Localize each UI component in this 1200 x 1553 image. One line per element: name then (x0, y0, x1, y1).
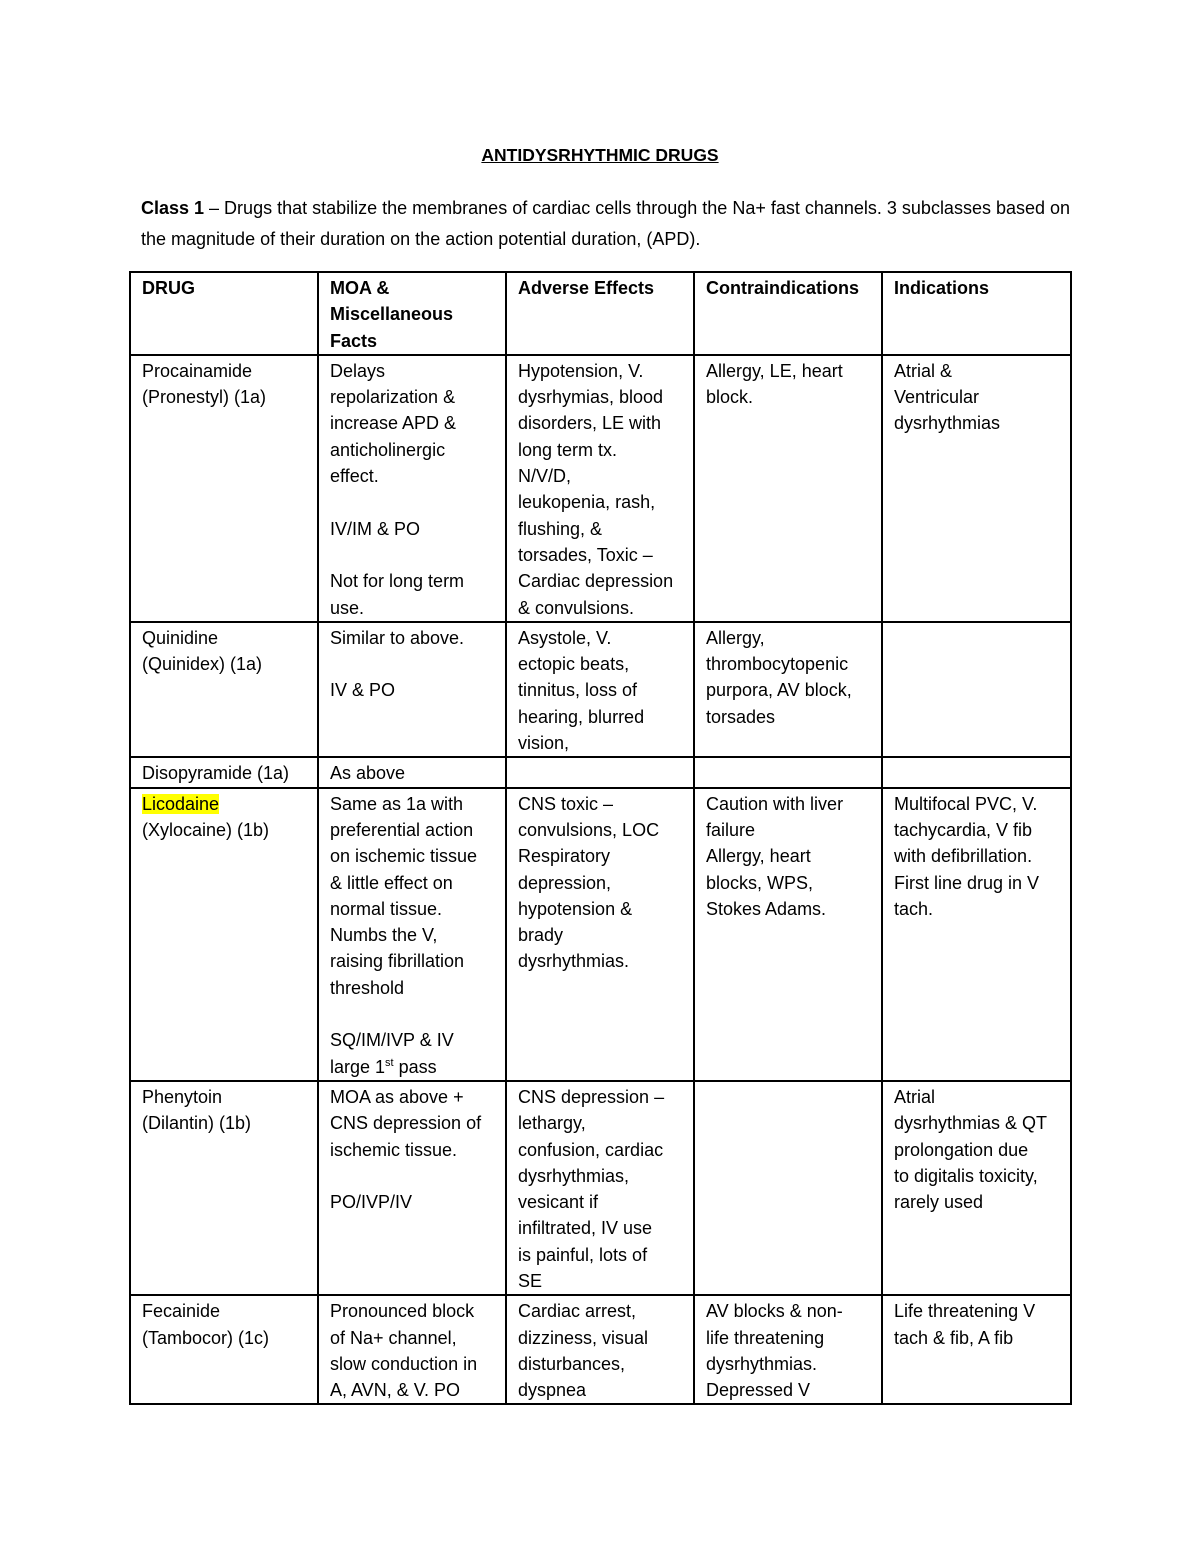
moa-cell: Same as 1a with preferential action on ischemic tissue & little effect on normal tissue. Numbs the V, raising fibrillation threshold SQ/IM/IVP & IV large 1st pass (318, 788, 506, 1081)
table-row (130, 788, 1071, 1081)
table-row (130, 757, 1071, 787)
adverse-cell: CNS depression – lethargy, confusion, cardiac dysrhythmias, vesicant if infiltrated, IV use is painful, lots of SE (506, 1081, 694, 1295)
adverse-cell: Cardiac arrest, dizziness, visual disturbances, dyspnea (506, 1295, 694, 1404)
indications-cell: Atrial dysrhythmias & QT prolongation due to digitalis toxicity, rarely used (882, 1081, 1071, 1295)
adverse-cell (506, 757, 694, 787)
header-adverse-effects: Adverse Effects (506, 272, 694, 355)
drug-cell: Fecainide (Tambocor) (1c) (130, 1295, 318, 1404)
adverse-cell: CNS toxic – convulsions, LOC Respiratory depression, hypotension & brady dysrhythmias. (506, 788, 694, 1081)
indications-cell (882, 622, 1071, 757)
moa-cell: Pronounced block of Na+ channel, slow conduction in A, AVN, & V. PO (318, 1295, 506, 1404)
moa-cell: MOA as above + CNS depression of ischemic tissue. PO/IVP/IV (318, 1081, 506, 1295)
indications-cell (882, 757, 1071, 787)
drug-cell: Procainamide (Pronestyl) (1a) (130, 355, 318, 622)
highlighted-drug-name: Licodaine (142, 793, 220, 814)
moa-cell: Similar to above. IV & PO (318, 622, 506, 757)
contra-cell: AV blocks & non- life threatening dysrhythmias. Depressed V (694, 1295, 882, 1404)
intro-text: – Drugs that stabilize the membranes of cardiac cells through the Na+ fast channels. 3 subclasses based on the magnitude of their duration on the action potential duration, (APD). (141, 198, 1071, 249)
drug-cell: Quinidine (Quinidex) (1a) (130, 622, 318, 757)
header-moa: MOA & Miscellaneous Facts (318, 272, 506, 355)
indications-cell: Atrial & Ventricular dysrhythmias (882, 355, 1071, 622)
drug-table (129, 271, 1072, 1405)
table-row (130, 622, 1071, 757)
adverse-cell: Hypotension, V. dysrhymias, blood disorders, LE with long term tx. N/V/D, leukopenia, rash, flushing, & torsades, Toxic – Cardiac depression & convulsions. (506, 355, 694, 622)
header-row (130, 272, 1071, 355)
table-row (130, 355, 1071, 622)
header-drug: DRUG (130, 272, 318, 355)
superscript: st (385, 1056, 394, 1069)
contra-cell (694, 1081, 882, 1295)
table-row (130, 1295, 1071, 1404)
adverse-cell: Asystole, V. ectopic beats, tinnitus, loss of hearing, blurred vision, (506, 622, 694, 757)
moa-cell: As above (318, 757, 506, 787)
drug-cell: Phenytoin (Dilantin) (1b) (130, 1081, 318, 1295)
header-indications: Indications (882, 272, 1071, 355)
document-title: ANTIDYSRHYTHMIC DRUGS (481, 145, 719, 165)
intro-paragraph (141, 193, 1071, 255)
indications-cell: Multifocal PVC, V. tachycardia, V fib with defibrillation. First line drug in V tach. (882, 788, 1071, 1081)
moa-cell: Delays repolarization & increase APD & anticholinergic effect. IV/IM & PO Not for long term use. (318, 355, 506, 622)
contra-cell: Allergy, LE, heart block. (694, 355, 882, 622)
drug-cell: Disopyramide (1a) (130, 757, 318, 787)
drug-cell: Licodaine (Xylocaine) (1b) (130, 788, 318, 1081)
contra-cell: Caution with liver failure Allergy, heart blocks, WPS, Stokes Adams. (694, 788, 882, 1081)
header-contraindications: Contraindications (694, 272, 882, 355)
indications-cell: Life threatening V tach & fib, A fib (882, 1295, 1071, 1404)
contra-cell: Allergy, thrombocytopenic purpora, AV block, torsades (694, 622, 882, 757)
table-row (130, 1081, 1071, 1295)
contra-cell (694, 757, 882, 787)
class-label: Class 1 (141, 198, 205, 218)
